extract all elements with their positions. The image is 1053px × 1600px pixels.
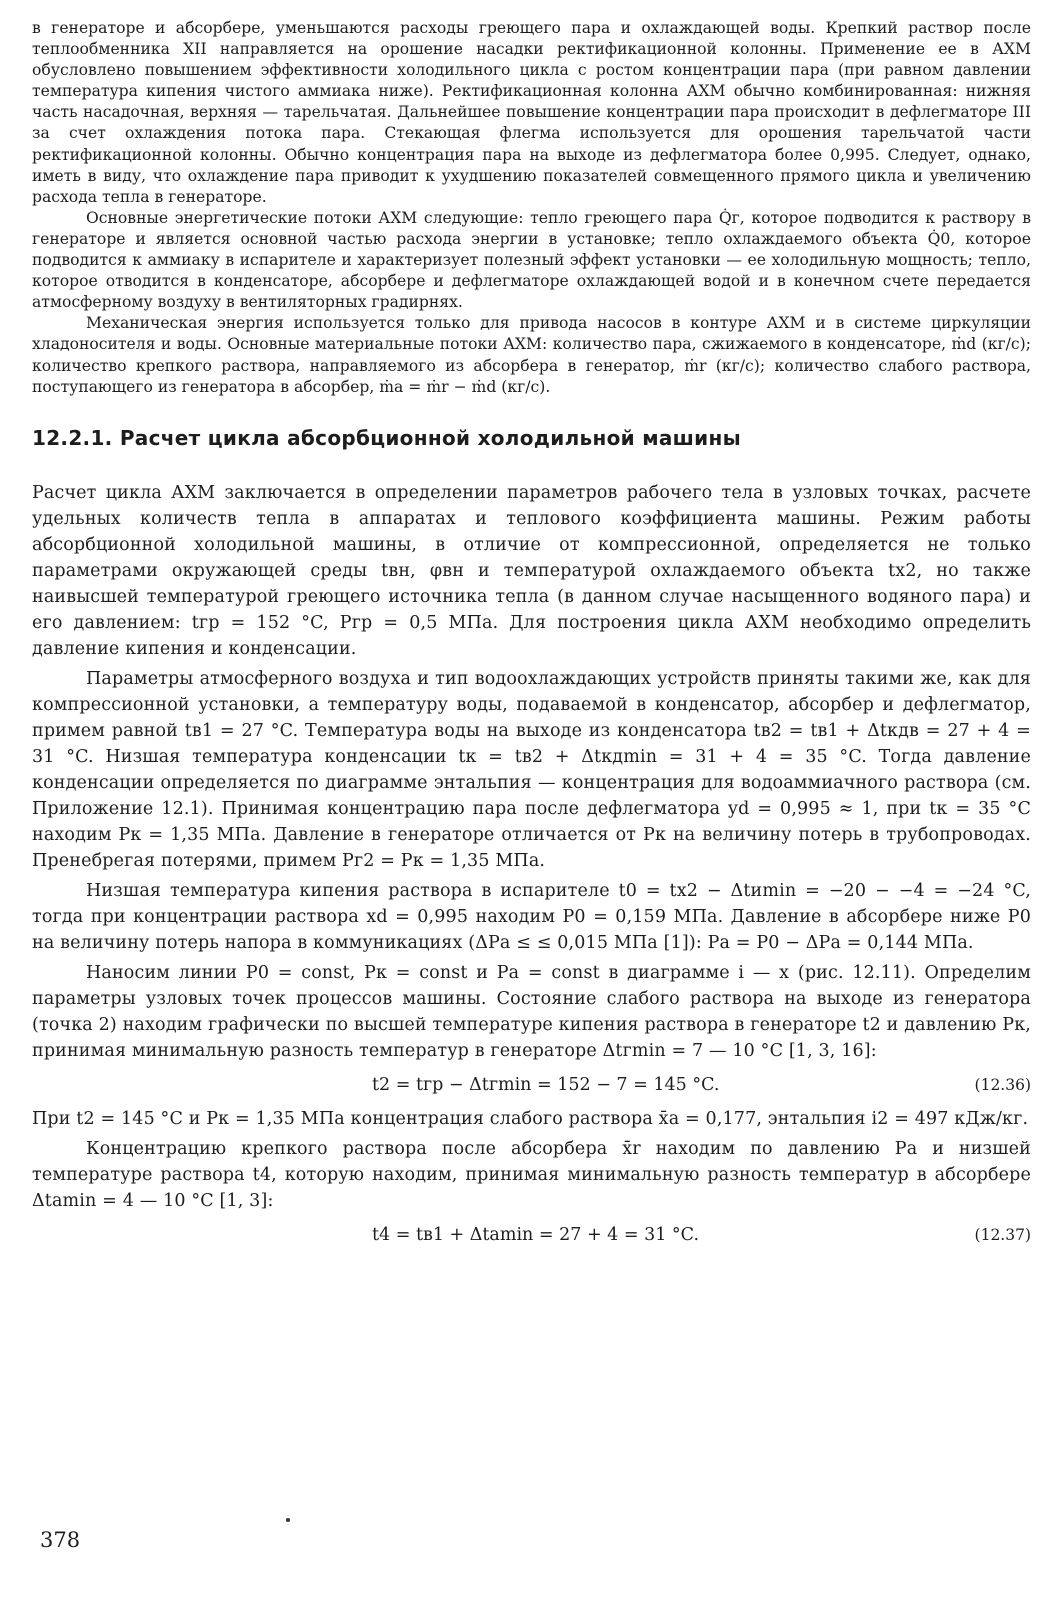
equation-12-36	[32, 1070, 1031, 1100]
section-heading: 12.2.1. Расчет цикла абсорбционной холодильной машины	[32, 425, 741, 450]
main-text	[32, 480, 1031, 1250]
intro-text	[32, 18, 1031, 398]
equation-expression: t4 = tв1 + Δtаmin = 27 + 4 = 31 °C.	[372, 1224, 700, 1245]
equation-number: (12.36)	[974, 1075, 1031, 1094]
paragraph: Низшая температура кипения раствора в испарителе t0 = tх2 − Δtиmin = −20 − −4 = −24 °C, тогда при концентрации раствора xd = 0,995 находим P0 = 0,159 МПа. Давление в абсорбере ниже P0 на величину потерь напора в коммуникациях (ΔPа ≤ ≤ 0,015 МПа [1]): Pа = P0 − ΔPа = 0,144 МПа.	[32, 880, 1031, 953]
print-speck	[286, 1518, 290, 1522]
paragraph: в генераторе и абсорбере, уменьшаются расходы греющего пара и охлаждающей воды. Крепкий раствор после теплообменника XII направляется на орошение насадки ректификационной колонны. Применение ее в АХМ обусловлено повышением эффективности холодильного цикла с ростом концентрации пара (при равном давлении температура кипения чистого аммиака ниже). Ректификационная колонна АХМ обычно комбинированная: нижняя часть насадочная, верхняя — тарельчатая. Дальнейшее повышение концентрации пара происходит в дефлегматоре III за счет охлаждения потока пара. Стекающая флегма используется для орошения тарельчатой части ректификационной колонны. Обычно концентрация пара на выходе из дефлегматора более 0,995. Следует, однако, иметь в виду, что охлаждение пара приводит к ухудшению показателей совмещенного прямого цикла и увеличению расхода тепла в генераторе.	[32, 19, 1031, 206]
paragraph: Механическая энергия используется только для привода насосов в контуре АХМ и в системе циркуляции хладоносителя и воды. Основные материальные потоки АХМ: количество пара, сжижаемого в конденсаторе, ṁd (кг/с); количество крепкого раствора, направляемого из абсорбера в генератор, ṁr (кг/с); количество слабого раствора, поступающего из генератора в абсорбер, ṁa = ṁr − ṁd (кг/с).	[32, 314, 1031, 396]
equation-number: (12.37)	[974, 1225, 1031, 1244]
equation-expression: t2 = tгр − Δtгmin = 152 − 7 = 145 °C.	[372, 1074, 720, 1095]
equation-12-37	[32, 1220, 1031, 1250]
paragraph: При t2 = 145 °C и Pк = 1,35 МПа концентрация слабого раствора x̄а = 0,177, энтальпия i2 = 497 кДж/кг.	[32, 1108, 1029, 1129]
paragraph: Параметры атмосферного воздуха и тип водоохлаждающих устройств приняты такими же, как для компрессионной установки, а температуру воды, подаваемой в конденсатор, абсорбер и дефлегматор, примем равной tв1 = 27 °C. Температура воды на выходе из конденсатора tв2 = tв1 + Δtкдв = 27 + 4 = 31 °C. Низшая температура конденсации tк = tв2 + Δtкдmin = 31 + 4 = 35 °C. Тогда давление конденсации определяется по диаграмме энтальпия — концентрация для водоаммиачного раствора (см. Приложение 12.1). Принимая концентрацию пара после дефлегматора yd = 0,995 ≈ 1, при tк = 35 °C находим Pк = 1,35 МПа. Давление в генераторе отличается от Pк на величину потерь в трубопроводах. Пренебрегая потерями, примем Pг2 = Pк = 1,35 МПа.	[32, 668, 1031, 871]
paragraph: Основные энергетические потоки АХМ следующие: тепло греющего пара Q̇г, которое подводится к раствору в генераторе и является основной частью расхода энергии в установке; тепло охлаждаемого объекта Q̇0, которое подводится к аммиаку в испарителе и характеризует полезный эффект установки — ее холодильную мощность; тепло, которое отводится в конденсаторе, абсорбере и дефлегматоре охлаждающей водой и в конечном счете передается атмосферному воздуху в вентиляторных градирнях.	[32, 208, 1031, 312]
paragraph: Наносим линии P0 = const, Pк = const и Pа = const в диаграмме i — x (рис. 12.11). Определим параметры узловых точек процессов машины. Состояние слабого раствора на выходе из генератора (точка 2) находим графически по высшей температуре кипения раствора в генераторе t2 и давлению Pк, принимая минимальную разность температур в генераторе Δtгmin = 7 — 10 °C [1, 3, 16]:	[32, 962, 1031, 1061]
paragraph: Концентрацию крепкого раствора после абсорбера x̄r находим по давлению Pа и низшей температуре раствора t4, которую находим, принимая минимальную разность температур в абсорбере Δtаmin = 4 — 10 °C [1, 3]:	[32, 1138, 1031, 1211]
document-page	[32, 18, 1031, 1256]
paragraph: Расчет цикла АХМ заключается в определении параметров рабочего тела в узловых точках, расчете удельных количеств тепла в аппаратах и теплового коэффициента машины. Режим работы абсорбционной холодильной машины, в отличие от компрессионной, определяется не только параметрами окружающей среды tвн, φвн и температурой охлаждаемого объекта tх2, но также наивысшей температурой греющего источника тепла (в данном случае насыщенного водяного пара) и его давлением: tгр = 152 °C, Pгр = 0,5 МПа. Для построения цикла АХМ необходимо определить давление кипения и конденсации.	[32, 482, 1031, 659]
page-number: 378	[40, 1528, 81, 1552]
